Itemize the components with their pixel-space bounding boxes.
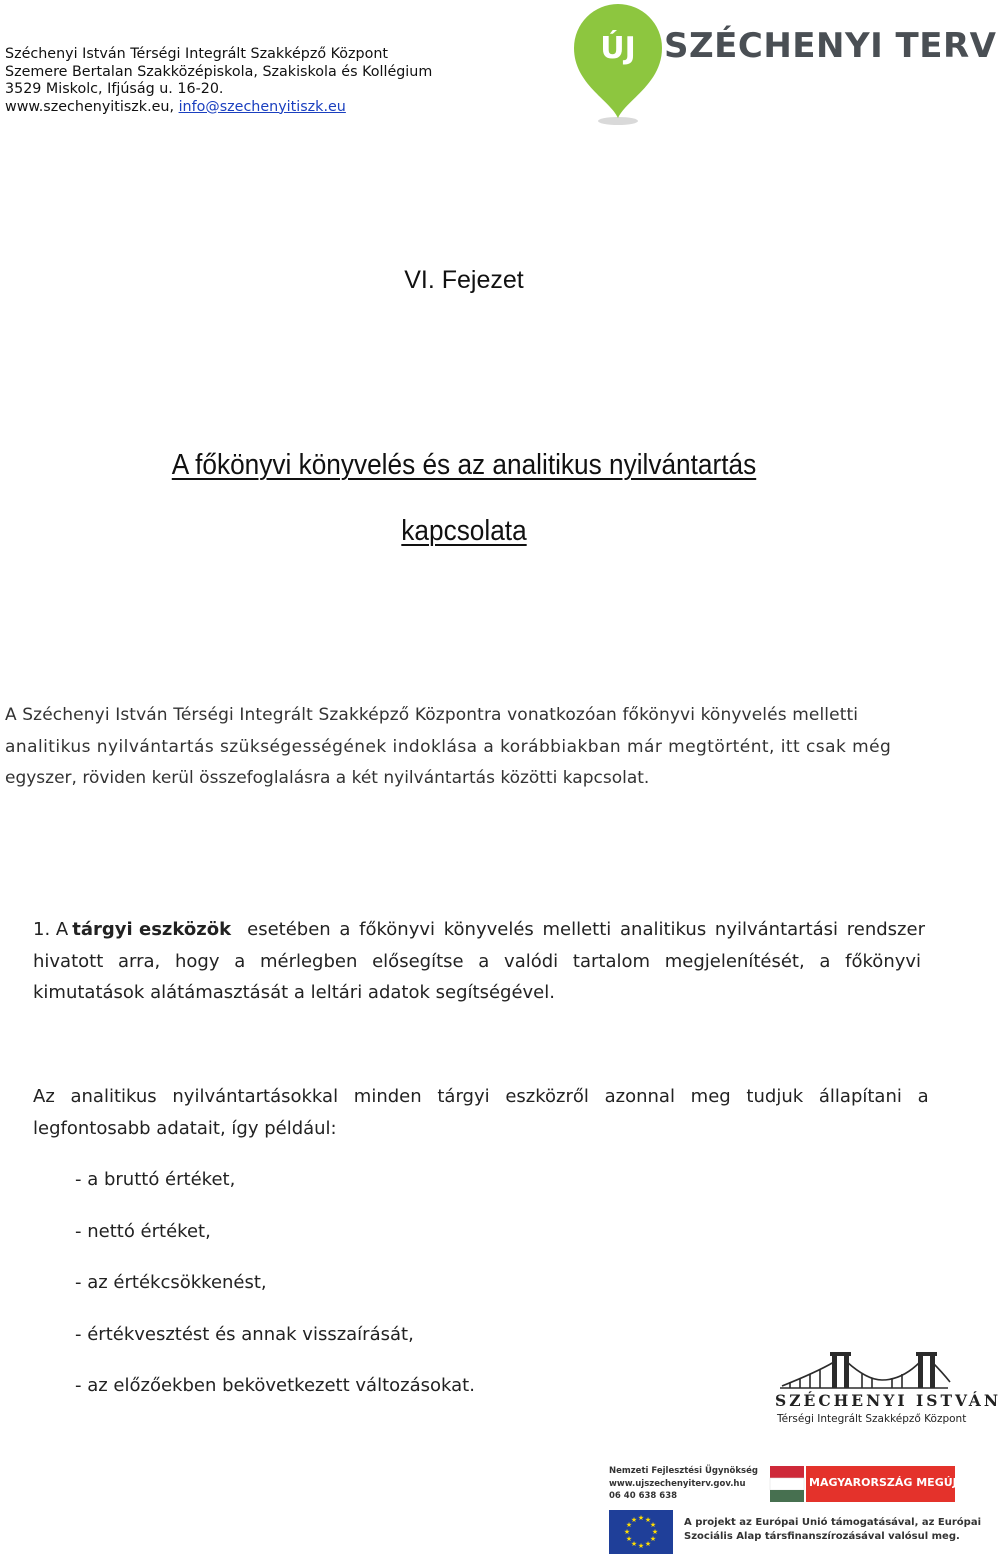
- intro-paragraph: [5, 700, 925, 795]
- list-item: - az értékcsökkenést,: [75, 1272, 267, 1293]
- agency-name: Nemzeti Fejlesztési Ügynökség: [609, 1466, 758, 1476]
- header-contact: [5, 99, 432, 117]
- svg-text:★: ★: [637, 1542, 645, 1550]
- paragraph-text: Az analitikus nyilvántartásokkal minden tárgyi eszközről azonnal meg tudjuk állapítani a: [33, 1086, 929, 1107]
- page-title-line1: A főkönyvi könyvelés és az analitikus nyilvántartás: [171, 449, 757, 481]
- eu-funding-line: A projekt az Európai Unió támogatásával, az Európai: [684, 1517, 982, 1528]
- paragraph-line: [33, 946, 925, 978]
- paragraph-bold-term: tárgyi eszközök: [72, 919, 232, 940]
- agency-contact: [609, 1465, 758, 1503]
- eu-funding-line: Szociális Alap társfinanszírozásával valósul meg.: [684, 1530, 960, 1542]
- header-school: Szemere Bertalan Szakközépiskola, Szakiskola és Kollégium: [5, 63, 433, 80]
- header-email-link[interactable]: info@szechenyitiszk.eu: [178, 98, 346, 115]
- paragraph-number: 1. A: [33, 919, 69, 940]
- list-item: - az előzőekben bekövetkezett változásokat.: [75, 1375, 475, 1396]
- agency-phone: 06 40 638 638: [609, 1491, 678, 1501]
- svg-text:★: ★: [625, 1521, 633, 1529]
- svg-text:★: ★: [649, 1535, 657, 1543]
- header-website-link[interactable]: www.szechenyitiszk.eu,: [5, 98, 175, 115]
- svg-text:★: ★: [651, 1528, 659, 1536]
- page-title-line2: kapcsolata: [401, 515, 527, 547]
- svg-text:★: ★: [625, 1535, 633, 1543]
- paragraph-text: hivatott arra, hogy a mérlegben elősegítse a valódi tartalom megjelenítését, a főkönyvi: [33, 950, 922, 972]
- header-address: 3529 Miskolc, Ifjúság u. 16-20.: [5, 81, 224, 97]
- list-item: - nettó értéket,: [75, 1220, 211, 1242]
- chapter-heading: VI. Fejezet: [404, 266, 524, 294]
- paragraph-text: legfontosabb adatait, így például:: [33, 1117, 337, 1139]
- list-item: - a bruttó értéket,: [75, 1169, 236, 1190]
- svg-text:★: ★: [623, 1528, 631, 1536]
- svg-text:★: ★: [630, 1516, 638, 1524]
- eu-funding-note: [684, 1516, 981, 1543]
- paragraph-analytics: [33, 1081, 929, 1144]
- eu-flag-icon: [609, 1510, 673, 1554]
- paragraph-text: esetében a főkönyvi könyvelés melletti analitikus nyilvántartási rendszer: [247, 919, 925, 940]
- intro-line: A Széchenyi István Térségi Integrált Szakképző Központra vonatkozóan főkönyvi könyvelés melletti: [5, 705, 859, 725]
- svg-text:★: ★: [644, 1540, 652, 1548]
- svg-text:★: ★: [637, 1514, 645, 1522]
- intro-line: analitikus nyilvántartás szükségességének indoklása a korábbiakban már megtörtént, itt csak még: [5, 736, 892, 757]
- paragraph-text: kimutatások alátámasztását a leltári adatok segítségével.: [33, 982, 555, 1003]
- paragraph-line: [33, 1113, 925, 1145]
- list-item: - értékvesztést és annak visszaírását,: [75, 1323, 414, 1345]
- data-list: [75, 1164, 475, 1422]
- school-logo-subtitle: Térségi Integrált Szakképző Központ: [777, 1413, 967, 1425]
- banner-text: MAGYARORSZÁG MEGÚJUL: [809, 1476, 973, 1489]
- school-logo-name: SZÉCHENYI ISTVÁN: [775, 1391, 1001, 1410]
- intro-line: egyszer, röviden kerül összefoglalásra a két nyilvántartás közötti kapcsolat.: [5, 768, 650, 788]
- header-address-block: [5, 46, 432, 116]
- header-institution: Széchenyi István Térségi Integrált Szakképző Központ: [5, 46, 389, 62]
- szechenyi-terv-wordmark: SZÉCHENYI TERV: [664, 26, 997, 66]
- paragraph-line: [33, 977, 925, 1009]
- paragraph-line: [33, 914, 925, 946]
- uj-badge-text: ÚJ: [600, 31, 636, 66]
- svg-text:★: ★: [630, 1540, 638, 1548]
- svg-text:★: ★: [649, 1521, 657, 1529]
- paragraph-fixed-assets: [33, 914, 925, 1009]
- agency-website: www.ujszechenyiterv.gov.hu: [609, 1478, 746, 1489]
- svg-text:★: ★: [644, 1516, 652, 1524]
- paragraph-line: [33, 1081, 929, 1113]
